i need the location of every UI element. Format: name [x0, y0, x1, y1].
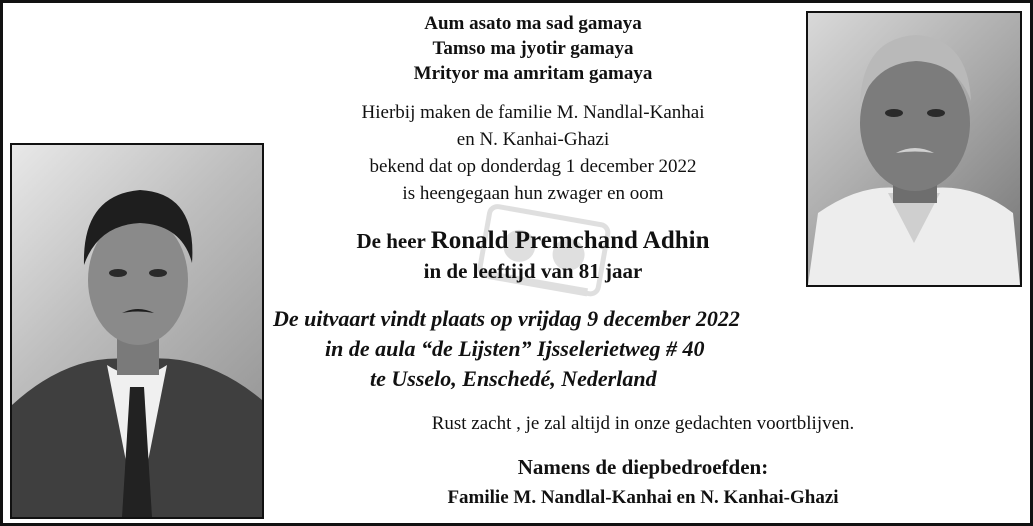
deceased-name-line — [268, 227, 798, 255]
funeral-line-2: in de aula “de Lijsten” Ijsselerietweg # 40 — [325, 336, 705, 361]
funeral-line-1: De uitvaart vindt plaats op vrijdag 9 december 2022 — [273, 306, 740, 331]
mantra-line-2: Tamso ma jyotir gamaya — [432, 38, 634, 59]
signoff-heading: Namens de diepbedroefden: — [517, 455, 769, 479]
newspaper-watermark-logo — [465, 189, 632, 323]
deceased-prefix: De heer — [356, 229, 431, 253]
funeral-line-3: te Usselo, Enschedé, Nederland — [370, 366, 657, 391]
announcement-line-1: Hierbij maken de familie M. Nandlal-Kanhai — [361, 102, 705, 123]
portrait-young-photo — [10, 143, 264, 519]
announcement-line-2: en N. Kanhai-Ghazi — [456, 129, 610, 150]
mantra-line-3: Mrityor ma amritam gamaya — [413, 63, 653, 84]
portrait-older-photo — [806, 11, 1022, 287]
announcement-line-3: bekend dat op donderdag 1 december 2022 — [369, 156, 697, 177]
announcement-line-4: is heengegaan hun zwager en oom — [402, 183, 664, 204]
mantra-line-1: Aum asato ma sad gamaya — [424, 13, 642, 34]
deceased-name: Ronald Premchand Adhin — [430, 227, 710, 254]
rest-in-peace-message: Rust zacht , je zal altijd in onze gedachten voortblijven. — [431, 413, 855, 434]
deceased-age: in de leeftijd van 81 jaar — [423, 259, 643, 283]
signoff-family: Familie M. Nandlal-Kanhai en N. Kanhai-Ghazi — [447, 487, 839, 508]
